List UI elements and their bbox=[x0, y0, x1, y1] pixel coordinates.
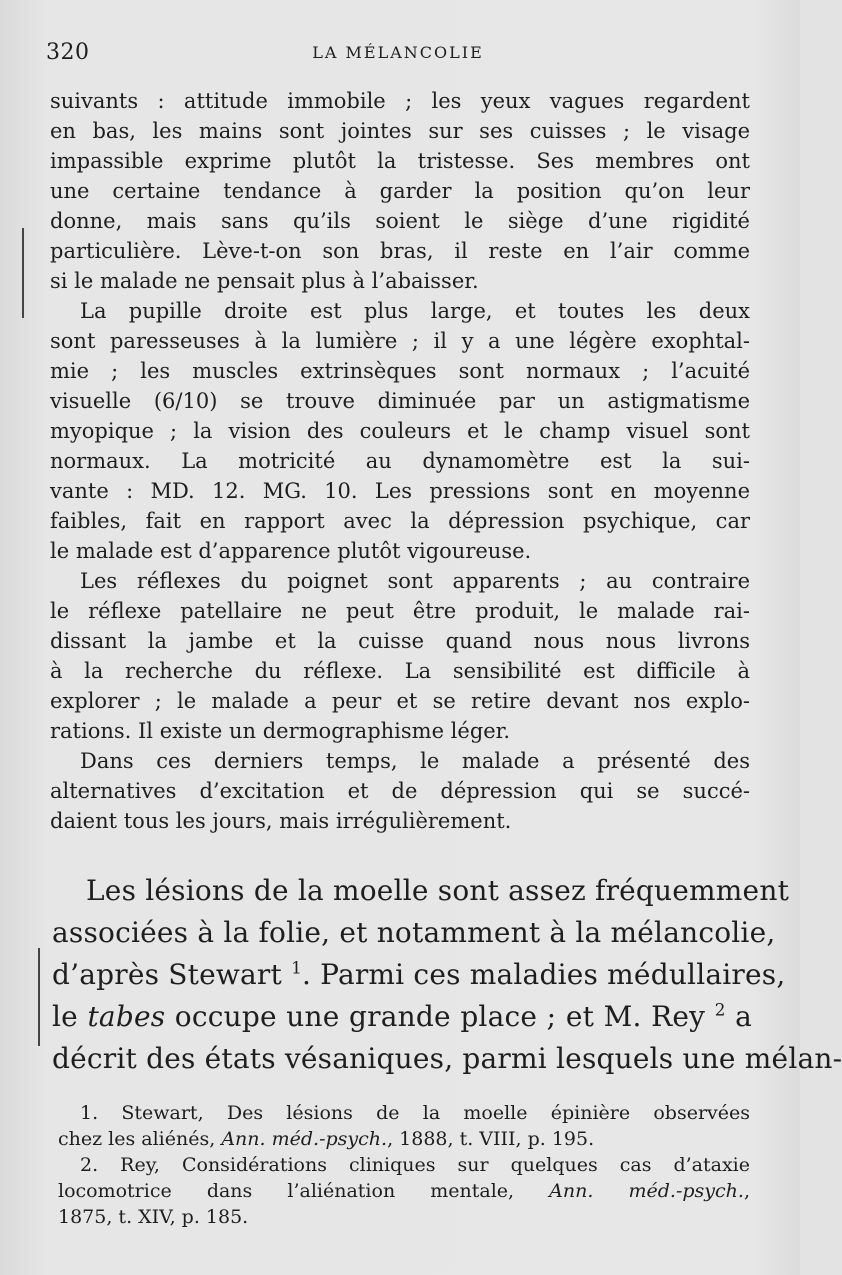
footnote-line bbox=[58, 1204, 750, 1230]
text-line: faibles, fait en rapport avec la dépression psychique, car bbox=[50, 509, 750, 533]
text-run: associées à la folie, et notamment à la mélancolie, bbox=[52, 916, 776, 949]
text-run: , 1888, t. VIII, p. 195. bbox=[387, 1128, 595, 1150]
italic-text: tabes bbox=[87, 1000, 166, 1033]
text-line: suivants : attitude immobile ; les yeux vagues regardent bbox=[50, 89, 750, 113]
footnote-line bbox=[58, 1152, 750, 1178]
text-line: dissant la jambe et la cuisse quand nous nous livrons bbox=[50, 629, 750, 653]
text-line: le réflexe patellaire ne peut être produit, le malade rai- bbox=[50, 599, 750, 623]
text-line bbox=[52, 996, 752, 1038]
text-line: sont paresseuses à la lumière ; il y a une légère exophtal- bbox=[50, 329, 750, 353]
text-line bbox=[52, 1038, 842, 1080]
text-run: décrit des états vésaniques, parmi lesquels une mélan- bbox=[52, 1042, 842, 1075]
text-run: 1875, t. XIV, p. 185. bbox=[58, 1206, 249, 1228]
observation-text bbox=[50, 86, 750, 836]
text-run: d’après Stewart bbox=[52, 958, 292, 991]
text-line bbox=[52, 912, 776, 954]
footnotes bbox=[58, 1100, 750, 1230]
margin-mark-lower bbox=[38, 948, 40, 1046]
footnote-ref: 1 bbox=[291, 957, 302, 978]
text-line: particulière. Lève-t-on son bras, il reste en l’air comme bbox=[50, 239, 750, 263]
text-line: La pupille droite est plus large, et toutes les deux bbox=[80, 299, 750, 323]
text-line: vante : MD. 12. MG. 10. Les pressions sont en moyenne bbox=[50, 479, 750, 503]
text-run: a bbox=[725, 1000, 753, 1033]
text-line: alternatives d’excitation et de dépression qui se succé- bbox=[50, 779, 750, 803]
main-text bbox=[52, 870, 842, 1080]
text-line: normaux. La motricité au dynamomètre est la sui- bbox=[50, 449, 750, 473]
text-run: 1. Stewart, Des lésions de la moelle épinière observées bbox=[80, 1102, 750, 1124]
text-run: , bbox=[743, 1180, 750, 1202]
text-line: daient tous les jours, mais irrégulièrement. bbox=[50, 809, 512, 833]
text-line: mie ; les muscles extrinsèques sont normaux ; l’acuité bbox=[50, 359, 750, 383]
footnote-ref: 2 bbox=[714, 999, 726, 1020]
text-run: . Parmi ces maladies médullaires, bbox=[301, 958, 786, 991]
text-run: chez les aliénés, bbox=[58, 1128, 222, 1150]
text-line: Dans ces derniers temps, le malade a présenté des bbox=[80, 749, 750, 773]
text-line: en bas, les mains sont jointes sur ses cuisses ; le visage bbox=[50, 119, 750, 143]
text-run: locomotrice dans l’aliénation mentale, bbox=[58, 1180, 550, 1202]
text-run: Les lésions de la moelle sont assez fréquemment bbox=[86, 874, 790, 907]
text-run: le bbox=[52, 1000, 88, 1033]
text-line: Les réflexes du poignet sont apparents ; au contraire bbox=[80, 569, 750, 593]
text-run: 2. Rey, Considérations cliniques sur quelques cas d’ataxie bbox=[80, 1154, 750, 1176]
text-line bbox=[52, 954, 786, 996]
text-line: à la recherche du réflexe. La sensibilité est difficile à bbox=[50, 659, 750, 683]
text-line: rations. Il existe un dermographisme léger. bbox=[50, 719, 511, 743]
text-line: le malade est d’apparence plutôt vigoureuse. bbox=[50, 539, 532, 563]
page-number: 320 bbox=[46, 40, 90, 65]
italic-text: Ann. méd.-psych. bbox=[221, 1128, 388, 1150]
text-line: une certaine tendance à garder la position qu’on leur bbox=[50, 179, 750, 203]
italic-text: Ann. méd.-psych. bbox=[549, 1180, 744, 1202]
footnote-line bbox=[58, 1178, 750, 1204]
text-line: myopique ; la vision des couleurs et le champ visuel sont bbox=[50, 419, 750, 443]
footnote-line bbox=[58, 1100, 750, 1126]
text-run: occupe une grande place ; et M. Rey bbox=[165, 1000, 715, 1033]
text-line: visuelle (6/10) se trouve diminuée par un astigmatisme bbox=[50, 389, 750, 413]
page-header bbox=[46, 40, 750, 70]
text-line: donne, mais sans qu’ils soient le siège d’une rigidité bbox=[50, 209, 750, 233]
footnote-line bbox=[58, 1126, 750, 1152]
margin-mark-upper bbox=[22, 228, 24, 318]
text-line: impassible exprime plutôt la tristesse. Ses membres ont bbox=[50, 149, 750, 173]
text-line bbox=[52, 870, 790, 912]
text-line: si le malade ne pensait plus à l’abaisser. bbox=[50, 269, 479, 293]
text-line: explorer ; le malade a peur et se retire devant nos explo- bbox=[50, 689, 750, 713]
running-title: LA MÉLANCOLIE bbox=[312, 43, 484, 62]
